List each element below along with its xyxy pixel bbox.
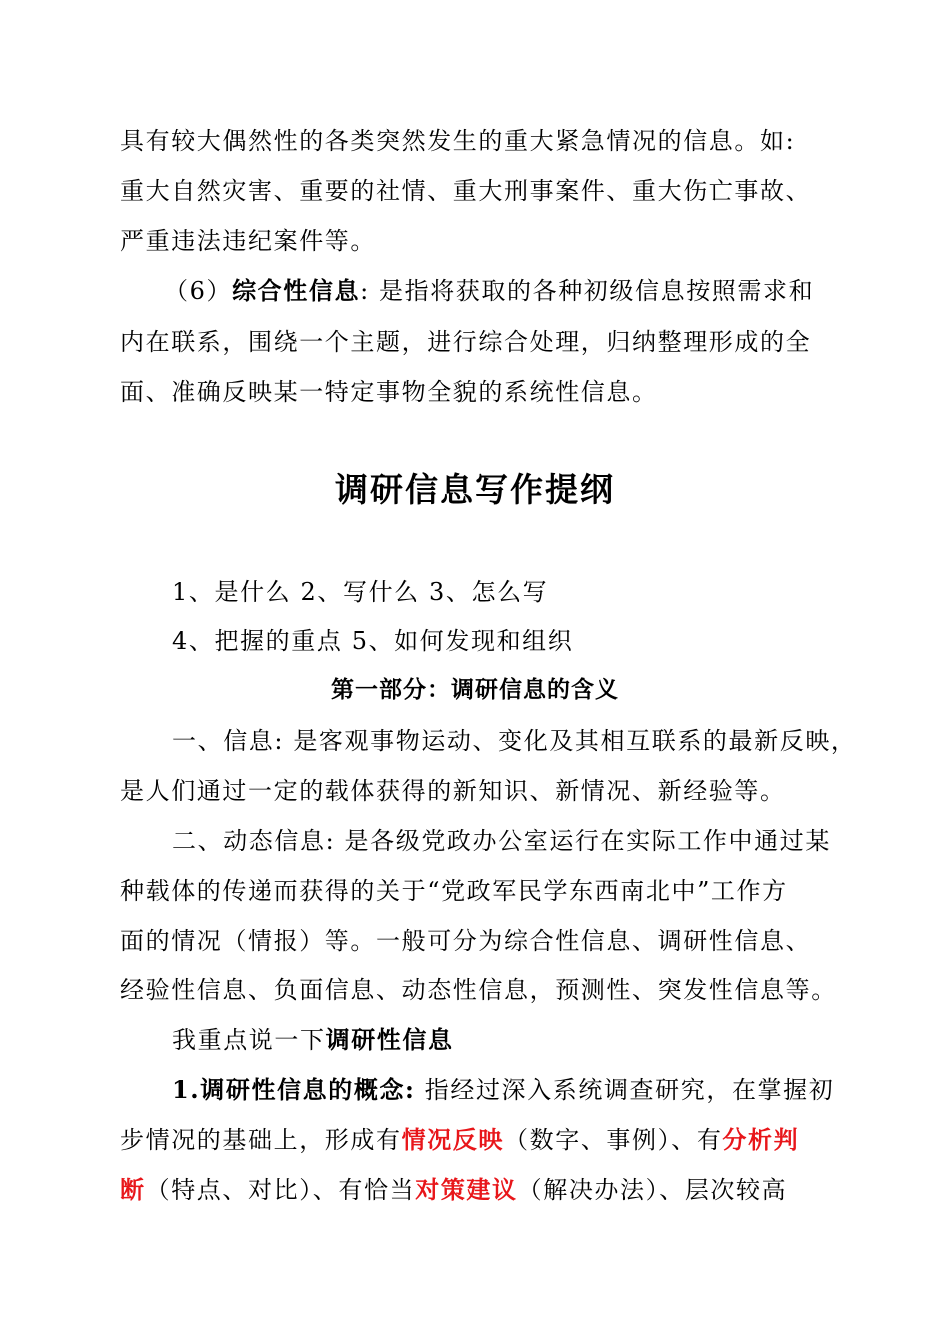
paragraph-5-line-3: 严重违法违纪案件等。 bbox=[120, 227, 376, 255]
highlight-analysis-judgment-part1: 分析判 bbox=[722, 1125, 800, 1154]
paragraph-6-number: （6） bbox=[164, 277, 233, 305]
document-title: 调研信息写作提纲 bbox=[335, 470, 615, 509]
section-2-line-4: 经验性信息、负面信息、动态性信息，预测性、突发性信息等。 bbox=[120, 976, 837, 1004]
paragraph-6-term: 综合性信息 bbox=[232, 276, 361, 305]
concept-line-3 bbox=[120, 1170, 787, 1205]
concept-line-1 bbox=[172, 1070, 834, 1105]
highlight-situation-report: 情况反映 bbox=[401, 1125, 505, 1154]
focus-line bbox=[172, 1020, 454, 1055]
paragraph-5-line-2: 重大自然灾害、重要的社情、重大刑事案件、重大伤亡事故、 bbox=[120, 177, 812, 205]
concept-line-2-b: （数字、事例）、有 bbox=[504, 1126, 723, 1154]
concept-line-1-rest: 指经过深入系统调查研究，在掌握初 bbox=[415, 1076, 835, 1104]
paragraph-6-line-2: 内在联系，围绕一个主题，进行综合处理，归纳整理形成的全 bbox=[120, 328, 812, 356]
focus-prefix: 我重点说一下 bbox=[172, 1026, 326, 1054]
section-1-line-1: 一、信息: 是客观事物运动、变化及其相互联系的最新反映， bbox=[172, 727, 857, 755]
paragraph-6-line-1-rest: : 是指将获取的各种初级信息按照需求和 bbox=[360, 277, 815, 305]
highlight-countermeasures: 对策建议 bbox=[415, 1175, 518, 1204]
outline-line-1: 1、是什么 2、写什么 3、怎么写 bbox=[172, 578, 549, 606]
concept-label: 1.调研性信息的概念: bbox=[172, 1075, 416, 1104]
outline-line-2: 4、把握的重点 5、如何发现和组织 bbox=[172, 627, 574, 655]
concept-line-2-a: 步情况的基础上，形成有 bbox=[120, 1126, 402, 1154]
paragraph-6-line-1 bbox=[164, 271, 814, 306]
part-heading: 第一部分：调研信息的含义 bbox=[331, 677, 619, 703]
section-2-line-1: 二、动态信息: 是各级党政办公室运行在实际工作中通过某 bbox=[172, 827, 831, 855]
concept-line-3-a: （特点、对比）、有恰当 bbox=[145, 1176, 416, 1204]
section-1-line-2: 是人们通过一定的载体获得的新知识、新情况、新经验等。 bbox=[120, 777, 786, 805]
highlight-analysis-judgment-part2: 断 bbox=[120, 1175, 146, 1204]
section-2-line-3: 面的情况（情报）等。一般可分为综合性信息、调研性信息、 bbox=[120, 927, 812, 955]
paragraph-5-line-1: 具有较大偶然性的各类突然发生的重大紧急情况的信息。如: bbox=[120, 127, 796, 155]
paragraph-6-line-3: 面、准确反映某一特定事物全貌的系统性信息。 bbox=[120, 378, 658, 406]
concept-line-2 bbox=[120, 1120, 799, 1155]
concept-line-3-b: （解决办法）、层次较高 bbox=[517, 1176, 788, 1204]
section-2-line-2: 种载体的传递而获得的关于“党政军民学东西南北中”工作方 bbox=[120, 877, 788, 905]
focus-term: 调研性信息 bbox=[325, 1025, 454, 1054]
